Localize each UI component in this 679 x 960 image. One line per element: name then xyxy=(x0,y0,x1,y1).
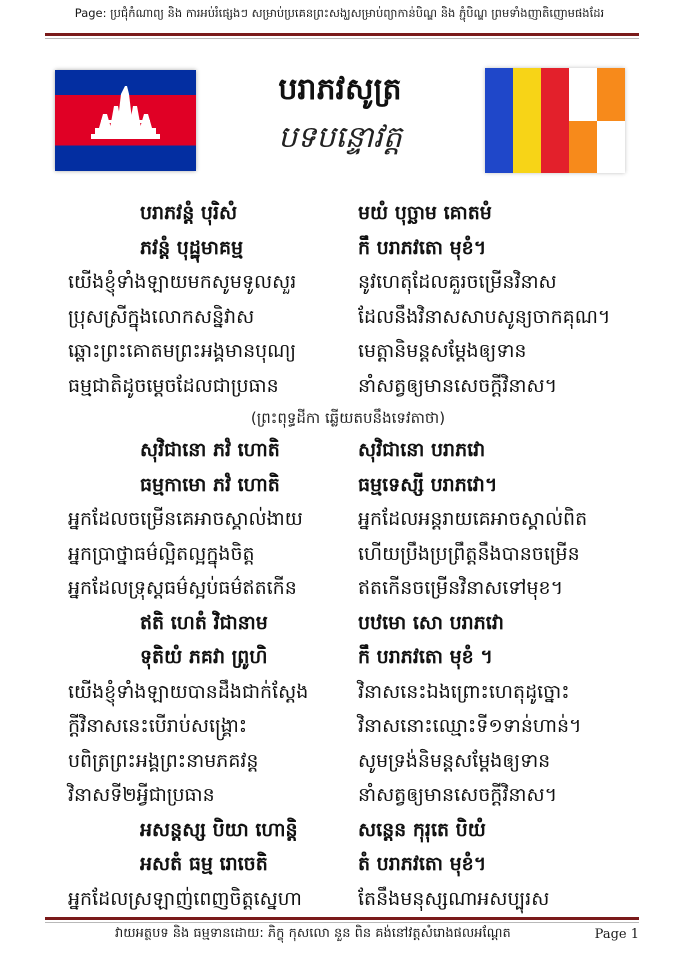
verse-left: ធម្មកាមោ ភវំ ហោតិ xyxy=(140,473,280,496)
verse-left: យើងខ្ញុំទាំងឡាយមកសូមទូលសួរ xyxy=(68,271,297,294)
buddhist-flag-icon xyxy=(485,68,625,173)
khmer-verse-row xyxy=(68,677,628,712)
pali-verse-row xyxy=(68,198,628,233)
khmer-verse-row xyxy=(68,267,628,302)
verse-right: សូមទ្រង់និមន្តសម្តែងឲ្យទាន xyxy=(358,749,551,772)
bottom-divider-shadow xyxy=(45,922,639,923)
verse-left: បពិត្រព្រះអង្គព្រះនាមភគវន្ត xyxy=(68,749,259,772)
top-divider xyxy=(45,33,639,36)
verse-left: ទុតិយំ ភគវា ព្រូហិ xyxy=(140,646,268,669)
khmer-verse-row xyxy=(68,302,628,337)
verse-left: ឆ្ពោះព្រះគោតមព្រះអង្គមានបុណ្យ xyxy=(68,340,297,363)
verse-right: វិនាសនោះឈ្មោះទី១ទាន់ហាន់។ xyxy=(358,715,582,738)
verse-right: កឹ បរាភវតោ មុខំ។ xyxy=(358,236,487,259)
verse-left: យើងខ្ញុំទាំងឡាយបានដឹងជាក់ស្តែង xyxy=(68,680,309,703)
verse-right: សុវិជានោ បរាភវោ xyxy=(358,439,486,462)
verse-right: ឥតកើនចម្រើនវិនាសទៅមុខ។ xyxy=(358,577,564,600)
verse-right: នាំសត្វឲ្យមានសេចក្តីវិនាស។ xyxy=(358,784,558,807)
pali-verse-row xyxy=(68,233,628,268)
khmer-verse-row xyxy=(68,573,628,608)
verse-right: សន្តេន កុរុតេ បិយំ xyxy=(358,818,486,841)
pali-verse-row xyxy=(68,608,628,643)
verse-right: តំ បរាភវតោ មុខំ។ xyxy=(358,853,487,876)
verse-right: អ្នកដែលអន្តរាយគេអាចស្គាល់ពិត xyxy=(358,508,588,531)
khmer-verse-row xyxy=(68,711,628,746)
verse-left: ធម្មជាតិដូចម្តេចដែលជាប្រធាន xyxy=(68,374,279,397)
khmer-verse-row xyxy=(68,371,628,406)
verse-left: អសតំ ធម្ម រោចេតិ xyxy=(140,853,268,876)
verse-left: បរាភវន្តំ បុរិសំ xyxy=(140,202,238,225)
verse-left: វិនាសទី២អ្វីជាប្រធាន xyxy=(68,784,215,807)
pali-verse-row xyxy=(68,849,628,884)
pali-verse-row xyxy=(68,642,628,677)
verse-right: ហើយប្រឹងប្រព្រឹត្តនឹងបានចម្រើន xyxy=(358,542,580,565)
khmer-verse-row xyxy=(68,504,628,539)
verse-left: អ្នកប្រាថ្នាធម៌ល្អិតល្អក្នុងចិត្ត xyxy=(68,542,255,565)
pali-verse-row xyxy=(68,815,628,850)
verse-right: បឋមោ សោ បរាភវោ xyxy=(358,611,504,634)
verse-left: ប្រុសស្រីក្នុងលោកសន្និវាស xyxy=(68,305,255,328)
khmer-verse-row xyxy=(68,336,628,371)
verse-left: អ្នកដែលចម្រើនគេអាចស្គាល់ងាយ xyxy=(68,508,303,531)
verse-right: កឹ បរាភវតោ មុខំ ។ xyxy=(358,646,493,669)
pali-verse-row xyxy=(68,470,628,505)
verse-right: ធម្មទេស្សី បរាភវោ។ xyxy=(358,473,498,496)
khmer-verse-row xyxy=(68,780,628,815)
verse-left: អ្នកដែលស្រឡាញ់ពេញចិត្តស្នេហា xyxy=(68,887,302,910)
verse-left: អ្នកដែលទ្រុស្តធម៌ស្អប់ធម៌ឥតកើន xyxy=(68,577,297,600)
verse-right: មយំ បុច្ឆាម គោតមំ xyxy=(358,202,492,225)
verse-right: ដែលនឹងវិនាសសាបសូន្យចាកគុណ។ xyxy=(358,305,611,328)
page-number: Page 1 xyxy=(594,927,639,942)
khmer-verse-row xyxy=(68,884,628,919)
khmer-verse-row xyxy=(68,746,628,781)
khmer-verse-row xyxy=(68,539,628,574)
verse-left: ឥតិ ហេតំ វិជានាម xyxy=(140,611,268,634)
verse-left: សុវិជានោ ភវំ ហោតិ xyxy=(140,439,280,462)
page-header: Page: ប្រជុំកំណាព្យ និង ការអប់រំផ្សេងៗ សម្រាប់ប្រគេនព្រះសង្ឃសម្រាប់ព្យាកាន់បិណ្ឌ និង ភ្ជុំបិណ្ឌ ព្រមទាំងញាតិញោមផងដែរ xyxy=(74,6,605,20)
bottom-divider xyxy=(45,917,639,920)
verse-note: (ព្រះពុទ្ធដីកា ឆ្លើយតបនឹងទេវតាថា) xyxy=(250,409,446,427)
verse-right: តែនឹងមនុស្សណាអសប្បុរស xyxy=(358,887,550,910)
verse-right: នាំសត្វឲ្យមានសេចក្តីវិនាស។ xyxy=(358,374,558,397)
footer-credit: វាយអត្ថបទ និង ធម្មទានដោយ: ភិក្ខុ កុសលោ នួន ពិន គង់នៅវត្តសំរោងផលអណ្តែត xyxy=(115,926,511,941)
verse-left: ភវន្តំ បុដ្ឋុមាគម្ម xyxy=(140,236,244,259)
verse-right: មេត្តានិមន្តសម្តែងឲ្យទាន xyxy=(358,340,527,363)
pali-verse-row xyxy=(68,435,628,470)
verse-right: វិនាសនេះឯងព្រោះហេតុដូច្នោះ xyxy=(358,680,570,703)
verse-list xyxy=(68,198,628,918)
verse-left: ក្តីវិនាសនេះបើរាប់សង្គ្រោះ xyxy=(68,715,248,738)
verse-left: អសន្តស្ស បិយា ហោន្តិ xyxy=(140,818,298,841)
cambodia-flag-icon xyxy=(55,70,196,171)
page-subtitle: បទបន្ទោវត្ត xyxy=(278,120,402,155)
verse-right: នូវហេតុដែលគួរចម្រើនវិនាស xyxy=(358,271,557,294)
page-title: បរាភវសូត្រ xyxy=(278,72,402,107)
top-divider-shadow xyxy=(45,38,639,39)
